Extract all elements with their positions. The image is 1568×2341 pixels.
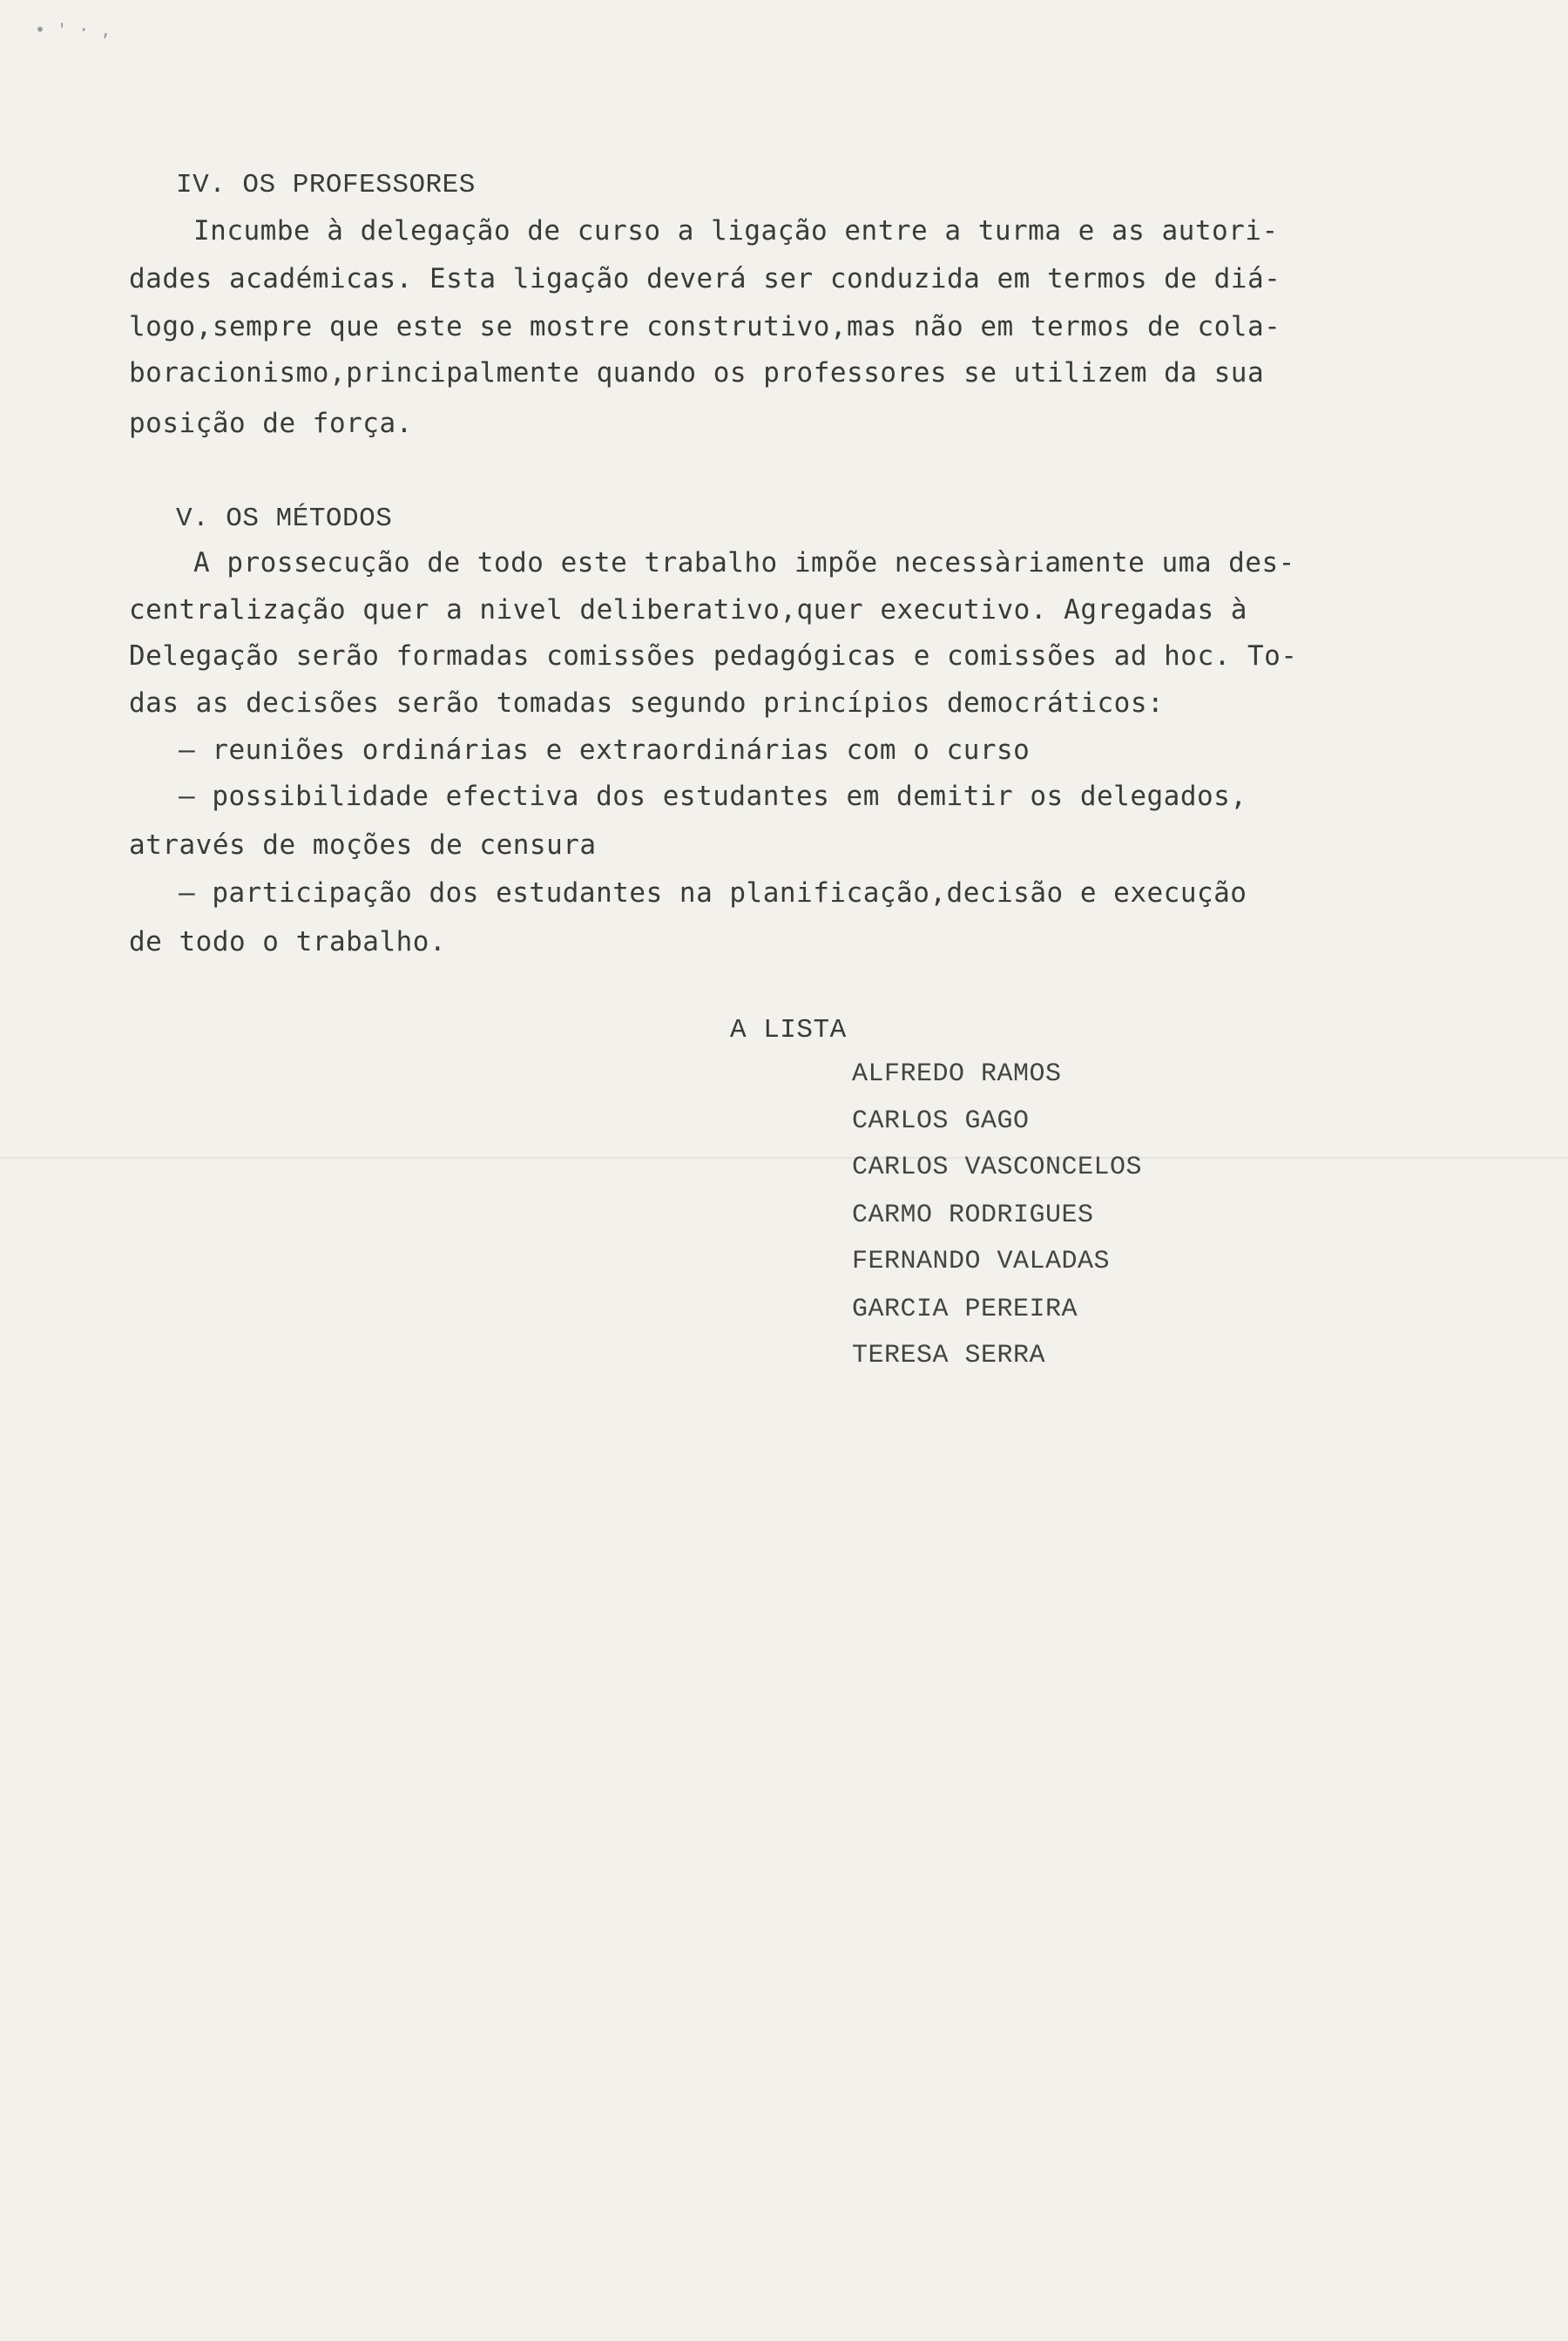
section-v-line: através de moções de censura (129, 829, 597, 861)
section-iv-line: Incumbe à delegação de curso a ligação entre a turma e as autori- (193, 215, 1279, 247)
section-v-line: de todo o trabalho. (129, 926, 447, 957)
section-iv-heading: IV. OS PROFESSORES (176, 170, 476, 200)
section-v-bullet: — reuniões ordinárias e extraordinárias com o curso (179, 734, 1031, 766)
signatory-name: CARMO RODRIGUES (852, 1201, 1094, 1230)
section-v-heading: V. OS MÉTODOS (176, 504, 393, 534)
section-v-bullet: — possibilidade efectiva dos estudantes em demitir os delegados, (179, 781, 1247, 812)
page-edge-marks: • ' · ‚ (35, 19, 112, 40)
paper-fold (0, 1157, 1568, 1159)
signatory-name: CARLOS GAGO (852, 1106, 1030, 1136)
section-iv-line: dades académicas. Esta ligação deverá ser conduzida em termos de diá- (129, 263, 1281, 294)
section-v-line: A prossecução de todo este trabalho impõe necessàriamente uma des- (193, 547, 1295, 578)
signatory-name: TERESA SERRA (852, 1341, 1046, 1370)
signatory-name: FERNANDO VALADAS (852, 1247, 1111, 1276)
section-v-line: Delegação serão formadas comissões pedagógicas e comissões ad hoc. To- (129, 640, 1298, 672)
signatory-name: CARLOS VASCONCELOS (852, 1153, 1143, 1182)
section-iv-line: logo,sempre que este se mostre construtivo,mas não em termos de cola- (129, 311, 1281, 342)
signatory-name: ALFREDO RAMOS (852, 1059, 1062, 1089)
section-v-line: das as decisões serão tomadas segundo princípios democráticos: (129, 687, 1165, 719)
signature-title: A LISTA (730, 1015, 847, 1045)
section-v-line: centralização quer a nivel deliberativo,quer executivo. Agregadas à (129, 594, 1247, 626)
section-iv-line: boracionismo,principalmente quando os professores se utilizem da sua (129, 357, 1265, 389)
section-iv-line: posição de força. (129, 408, 413, 439)
signatory-name: GARCIA PEREIRA (852, 1295, 1078, 1324)
section-v-bullet: — participação dos estudantes na planificação,decisão e execução (179, 877, 1247, 909)
